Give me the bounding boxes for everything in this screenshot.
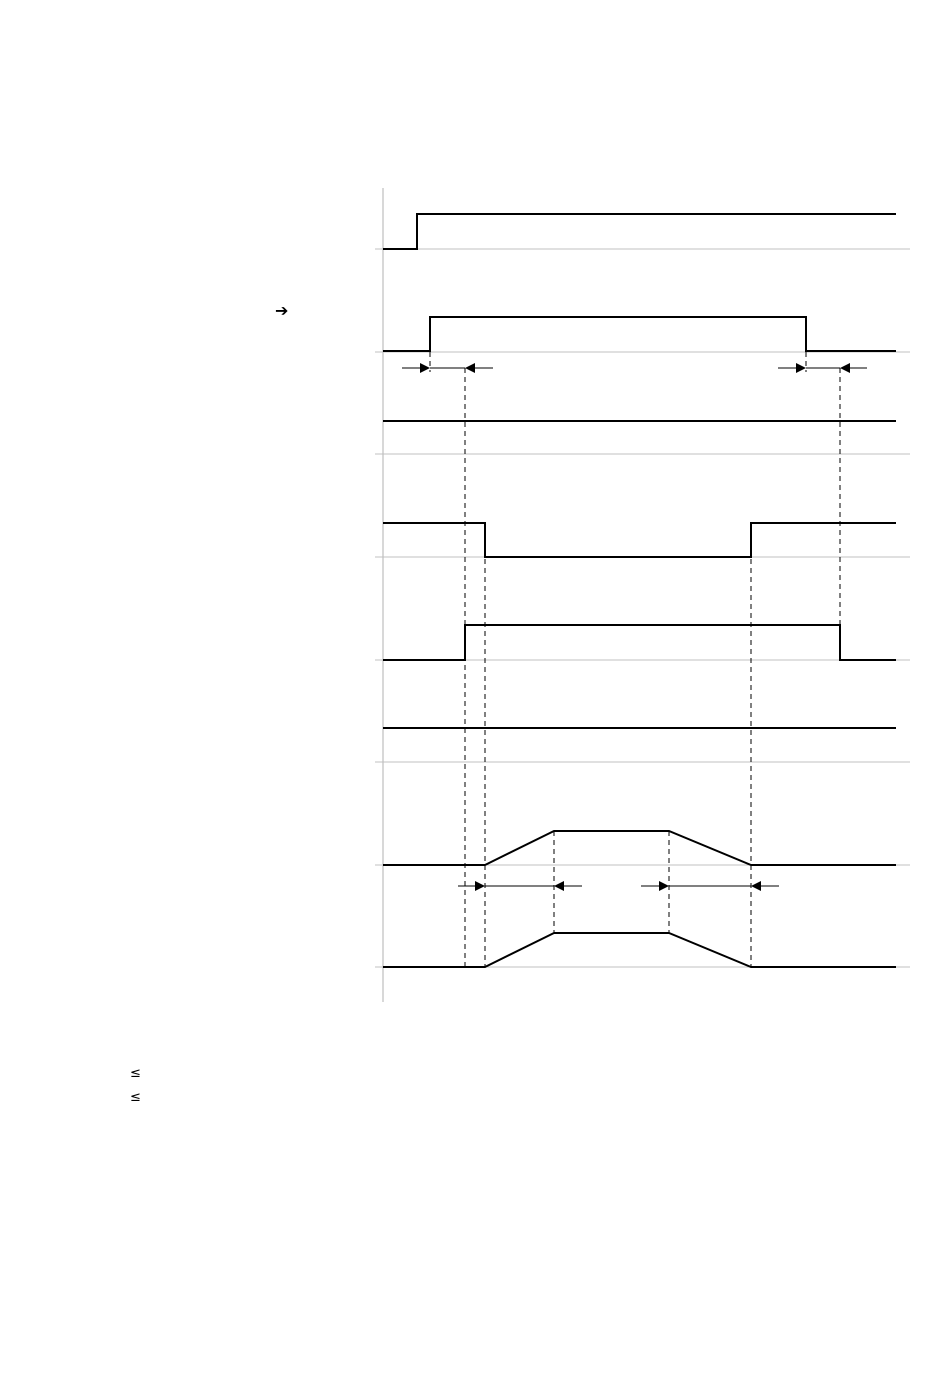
signal-4-waveform: [383, 523, 896, 557]
signal-5-waveform: [383, 625, 896, 660]
leq-symbol-2: ≤: [130, 1090, 141, 1105]
timing-dimensions: [402, 368, 867, 886]
signal-1-waveform: [383, 214, 896, 249]
signal-7-waveform: [383, 831, 896, 865]
waveforms: [383, 214, 896, 967]
leq-symbol-1: ≤: [130, 1066, 141, 1081]
baseline-gridlines: [375, 249, 910, 967]
right-arrow-icon: ➔: [275, 301, 289, 320]
signal-2-waveform: [383, 317, 896, 351]
signal-8-waveform: [383, 933, 896, 967]
